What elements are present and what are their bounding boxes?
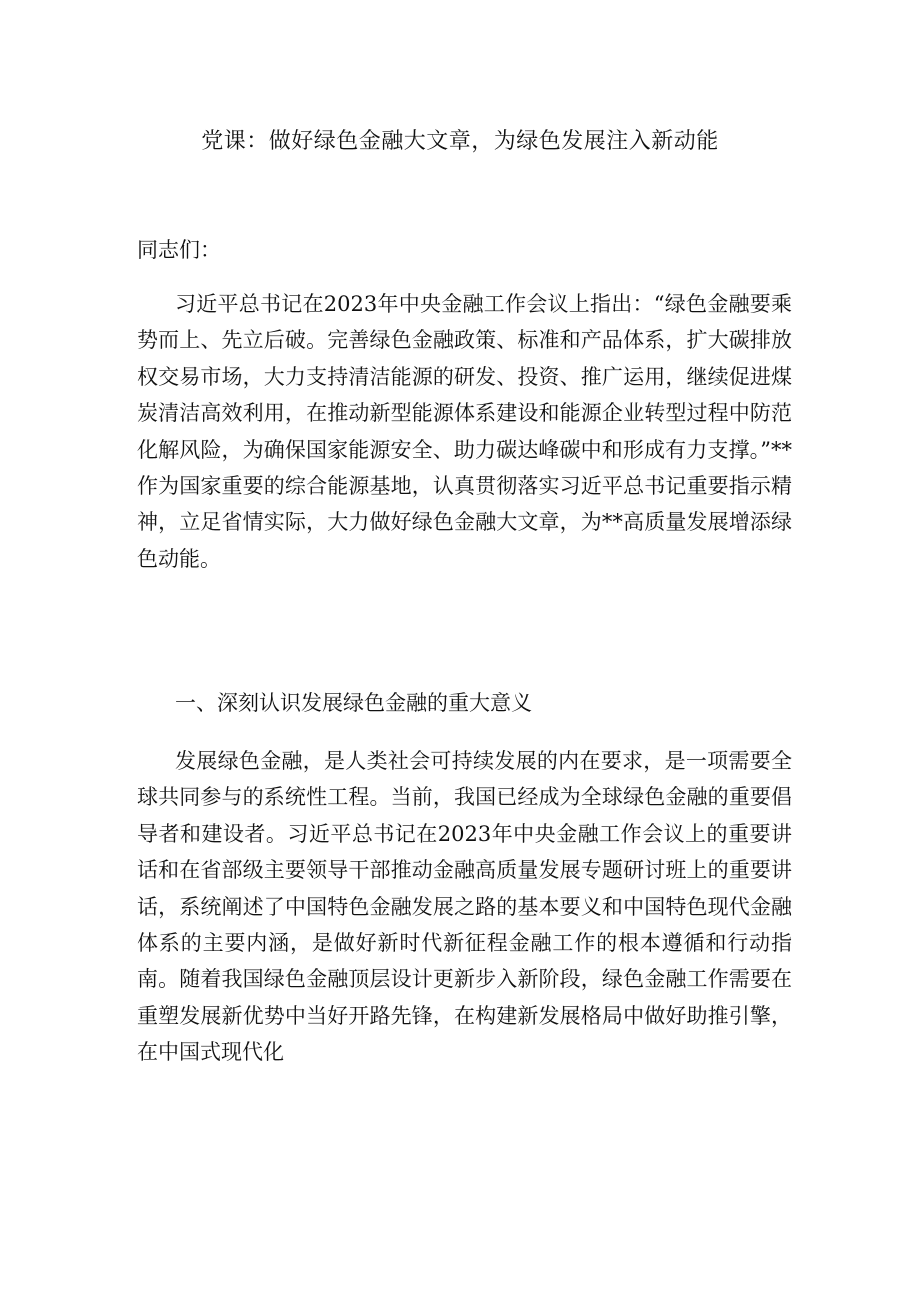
opening-paragraph: 习近平总书记在2023年中央金融工作会议上指出：“绿色金融要乘势而上、先立后破。完善绿色金融政策、标准和产品体系，扩大碳排放权交易市场，大力支持清洁能源的研发、投资、推广运用，继续促进煤炭清洁高效利用，在推动新型能源体系建设和能源企业转型过程中防范化解风险，为确保国家能源安全、助力碳达峰碳中和形成有力支撑。”**作为国家重要的综合能源基地，认真贯彻落实习近平总书记重要指示精神，立足省情实际，大力做好绿色金融大文章，为**高质量发展增添绿色动能。 <box>137 292 792 571</box>
salutation: 同志们： <box>137 238 221 262</box>
section-heading: 一、深刻认识发展绿色金融的重大意义 <box>175 691 532 715</box>
section-paragraph: 发展绿色金融，是人类社会可持续发展的内在要求，是一项需要全球共同参与的系统性工程。当前，我国已经成为全球绿色金融的重要倡导者和建设者。习近平总书记在2023年中央金融工作会议上的重要讲话和在省部级主要领导干部推动金融高质量发展专题研讨班上的重要讲话，系统阐述了中国特色金融发展之路的基本要义和中国特色现代金融体系的主要内涵，是做好新时代新征程金融工作的根本遵循和行动指南。随着我国绿色金融顶层设计更新步入新阶段，绿色金融工作需要在重塑发展新优势中当好开路先锋，在构建新发展格局中做好助推引擎，在中国式现代化 <box>137 749 792 1065</box>
document-title: 党课：做好绿色金融大文章，为绿色发展注入新动能 <box>201 129 719 154</box>
